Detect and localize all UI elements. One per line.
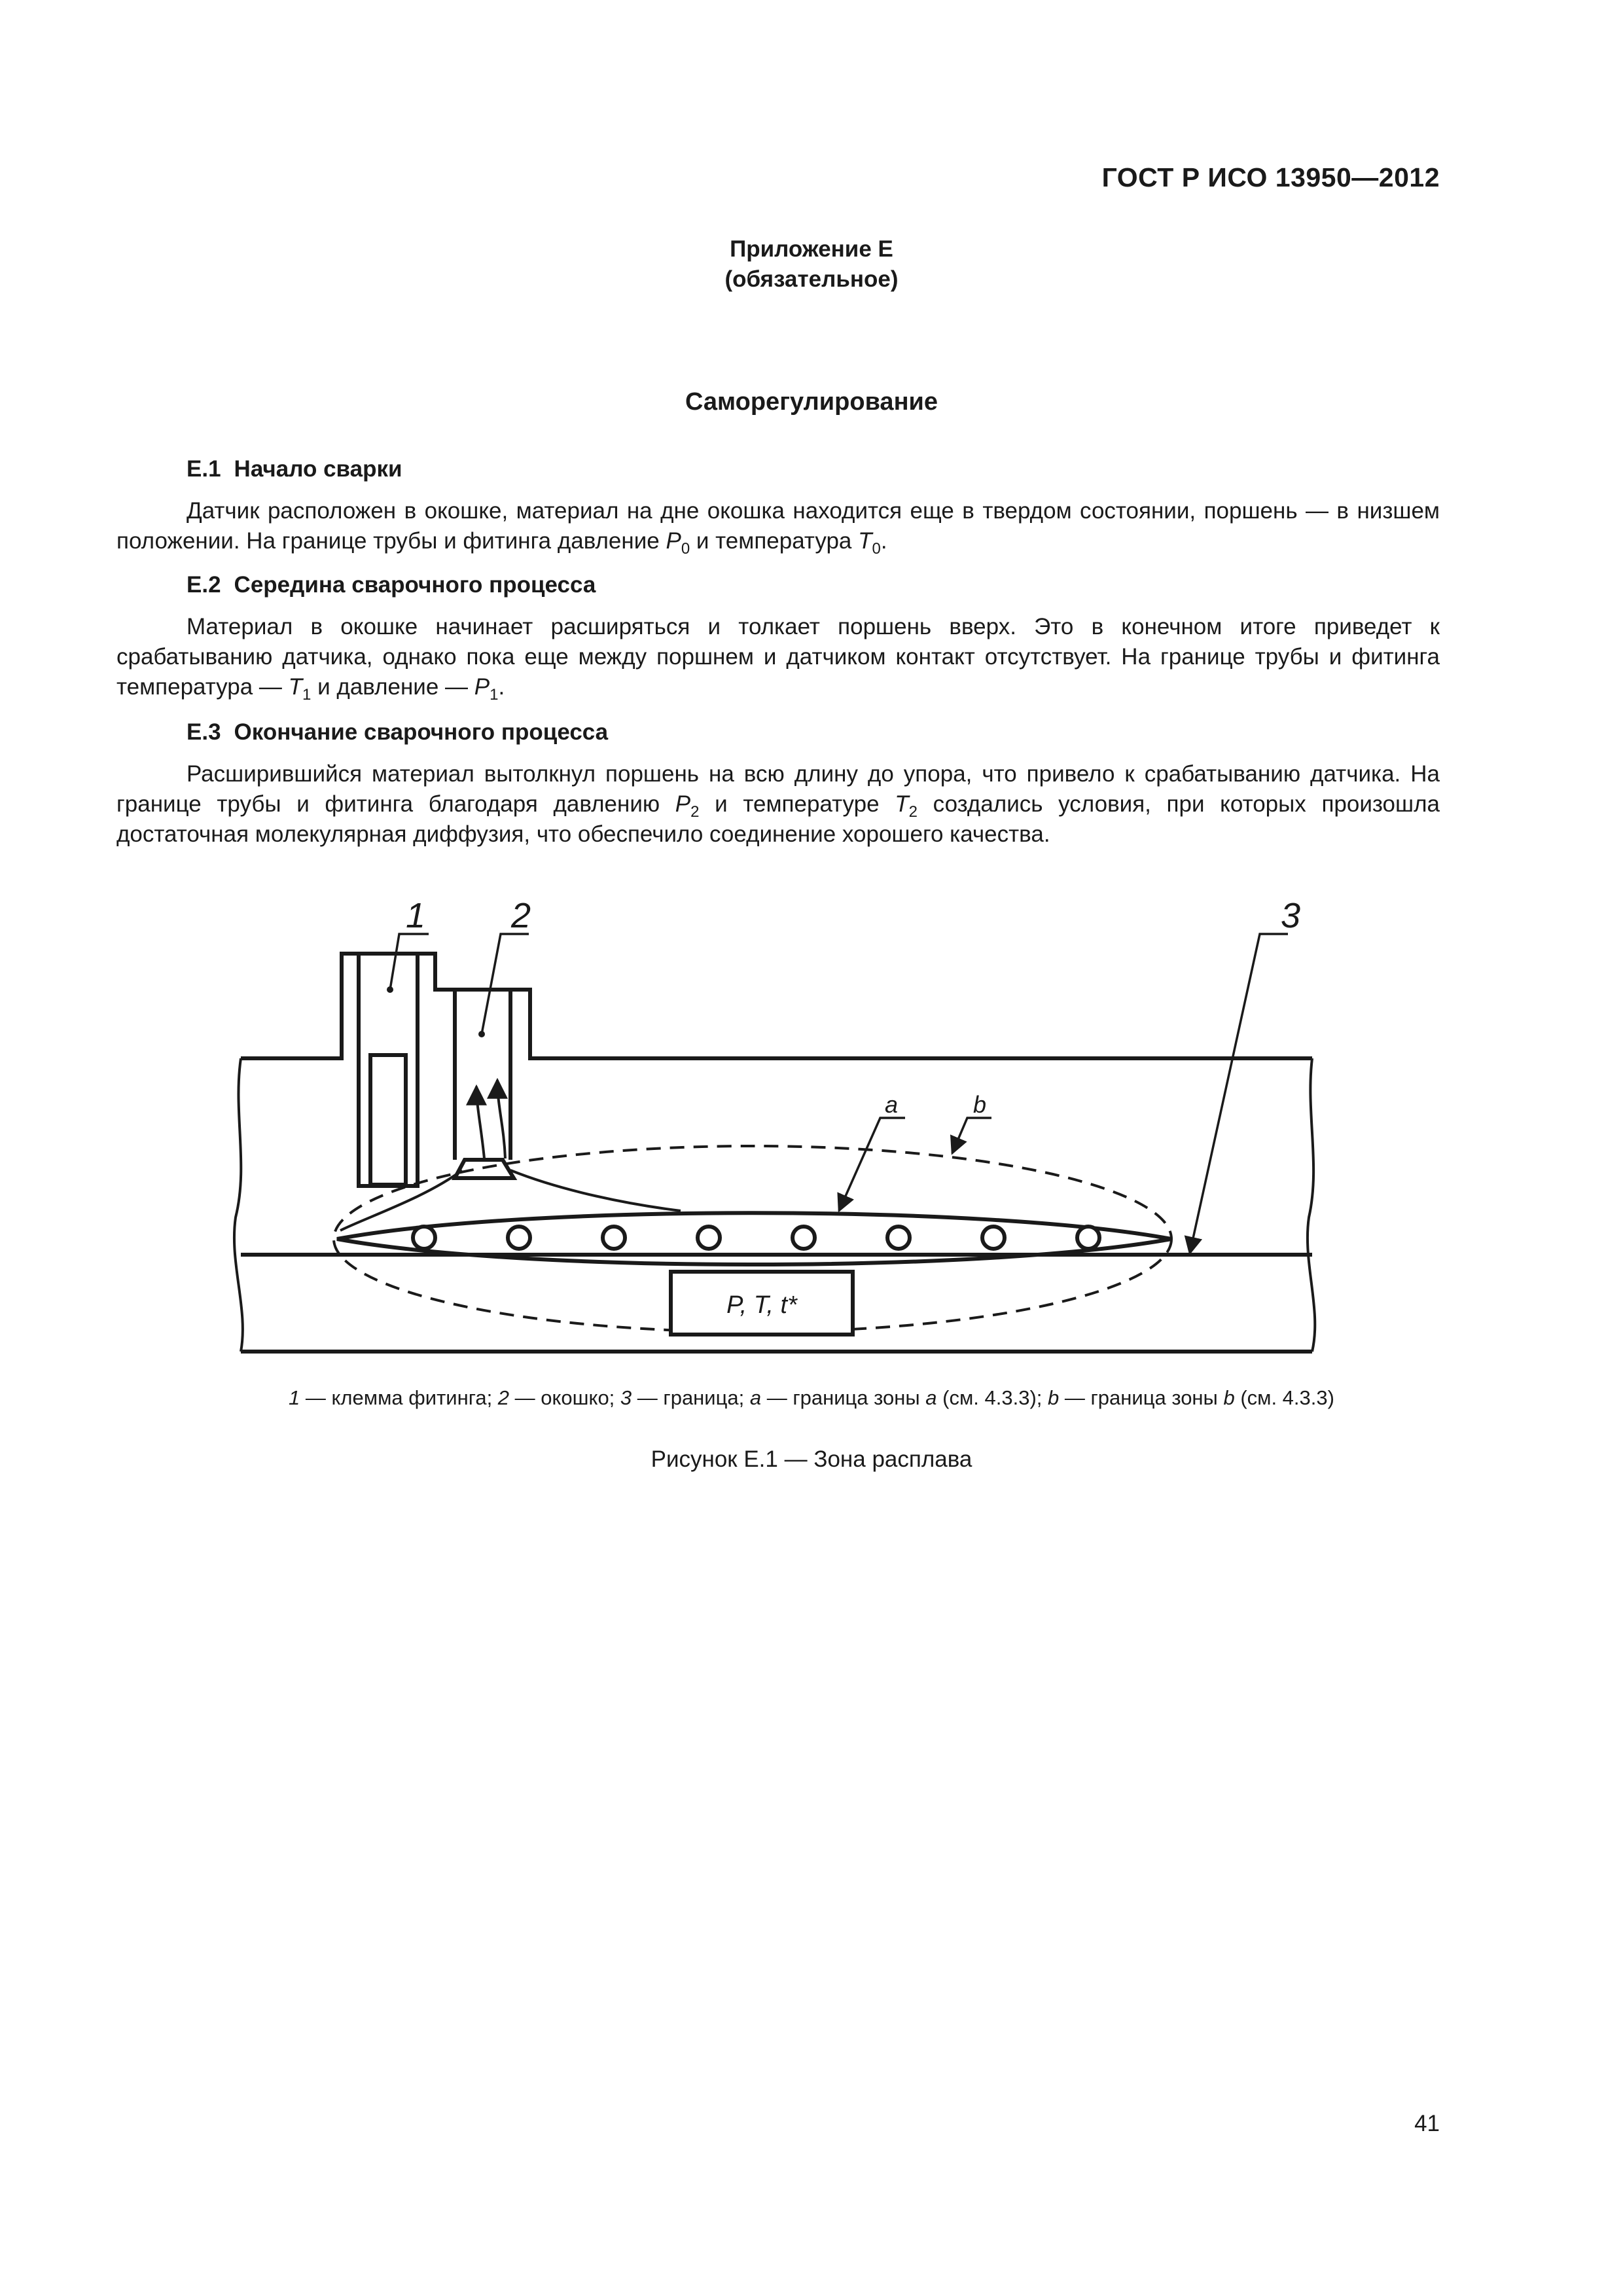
page-number: 41 — [1414, 2111, 1440, 2136]
paragraph-text: Расширившийся материал вытолкнул поршень на всю длину до упора, что привело к срабатыванию датчика. На границе трубы и фитинга благодаря давлению — [116, 761, 1440, 817]
leader-dot-2 — [478, 1031, 485, 1037]
paragraph-text: и температура — [690, 528, 859, 554]
legend-text: (см. 4.3.3) — [1234, 1386, 1334, 1409]
piston — [455, 1160, 514, 1178]
heating-wire — [698, 1227, 720, 1249]
figure-legend — [0, 1386, 1623, 1410]
paragraph-text: и температуре — [699, 791, 895, 817]
figure-label-b: b — [972, 1091, 987, 1118]
paragraph-text: . — [880, 528, 887, 554]
subsection-title: Окончание сварочного процесса — [234, 719, 609, 745]
legend-key: b — [1048, 1386, 1060, 1409]
figure-label-3: 3 — [1280, 896, 1301, 935]
subsection-number: Е.1 — [187, 456, 221, 482]
annex-title: Приложение Е — [730, 236, 893, 262]
fitting-outline — [241, 954, 1312, 1058]
legend-text: — окошко; — [509, 1386, 620, 1409]
right-break-line — [1308, 1058, 1315, 1352]
paragraph-text: Датчик расположен в окошке, материал на дне окошка находится еще в твердом состоянии, поршень — в низшем положении. На границе трубы и фитинга давление — [116, 498, 1440, 554]
section-title: Саморегулирование — [685, 388, 938, 416]
legend-text: — граница; — [632, 1386, 750, 1409]
symbol: T — [288, 674, 303, 700]
legend-text: — граница зоны — [761, 1386, 926, 1409]
zone-a-lens — [337, 1213, 1171, 1265]
heating-wire — [1077, 1227, 1099, 1249]
leader-line-b — [952, 1118, 991, 1153]
leader-line-2 — [482, 934, 529, 1034]
heating-wire — [793, 1227, 815, 1249]
legend-text: — клемма фитинга; — [300, 1386, 498, 1409]
subscript: 2 — [908, 803, 918, 821]
expansion-arrow — [476, 1086, 484, 1158]
leader-dot-1 — [387, 986, 393, 993]
heating-wire — [508, 1227, 530, 1249]
subsection-title: Середина сварочного процесса — [234, 572, 596, 598]
legend-key: а — [925, 1386, 937, 1409]
symbol: P — [666, 528, 681, 554]
heating-wire — [413, 1227, 435, 1249]
legend-key: а — [749, 1386, 762, 1409]
subscript: 1 — [302, 686, 312, 704]
figure-label-1: 1 — [405, 896, 426, 935]
subscript: 1 — [490, 686, 499, 704]
subsection-title: Начало сварки — [234, 456, 402, 482]
subsection-number: Е.3 — [187, 719, 221, 745]
leader-line-1 — [390, 934, 429, 990]
heating-wire — [982, 1227, 1005, 1249]
terminal-pin — [370, 1055, 406, 1185]
legend-key: 2 — [497, 1386, 510, 1409]
subsection-number: Е.2 — [187, 572, 221, 598]
legend-text: — граница зоны — [1059, 1386, 1224, 1409]
paragraph-text: . — [498, 674, 505, 700]
leader-line-3 — [1190, 934, 1288, 1253]
heating-wire — [887, 1227, 910, 1249]
symbol: T — [858, 528, 872, 554]
symbol: P — [675, 791, 691, 817]
figure-caption: Рисунок Е.1 — Зона расплава — [651, 1446, 972, 1472]
figure-label-2: 2 — [510, 896, 531, 935]
symbol: P — [474, 674, 490, 700]
subscript: 0 — [872, 540, 881, 558]
subscript: 2 — [690, 803, 700, 821]
melt-flow-line — [510, 1170, 681, 1211]
paragraph-text: Материал в окошке начинает расширяться и толкает поршень вверх. Это в конечном итоге приведет к срабатыванию датчика, однако пока еще между поршнем и датчиком контакт отсутствует. На границе трубы и фитинга температура — — [116, 614, 1440, 700]
subscript: 0 — [681, 540, 690, 558]
left-break-line — [234, 1058, 243, 1352]
leader-line-a — [839, 1118, 905, 1211]
legend-text: (см. 4.3.3); — [936, 1386, 1048, 1409]
parameters-box-label: P, T, t* — [726, 1291, 797, 1319]
expansion-arrow — [497, 1080, 505, 1158]
legend-key: 3 — [620, 1386, 632, 1409]
figure-label-a: a — [884, 1091, 899, 1118]
legend-key: b — [1223, 1386, 1235, 1409]
legend-key: 1 — [289, 1386, 300, 1409]
paragraph-text: и давление — — [311, 674, 474, 700]
standard-header: ГОСТ Р ИСО 13950—2012 — [1101, 162, 1440, 192]
heating-wire — [603, 1227, 625, 1249]
paragraph-text: создались условия, при которых произошла достаточная молекулярная диффузия, что обеспечило соединение хорошего качества. — [116, 791, 1440, 847]
annex-type: (обязательное) — [724, 266, 899, 292]
symbol: T — [895, 791, 909, 817]
